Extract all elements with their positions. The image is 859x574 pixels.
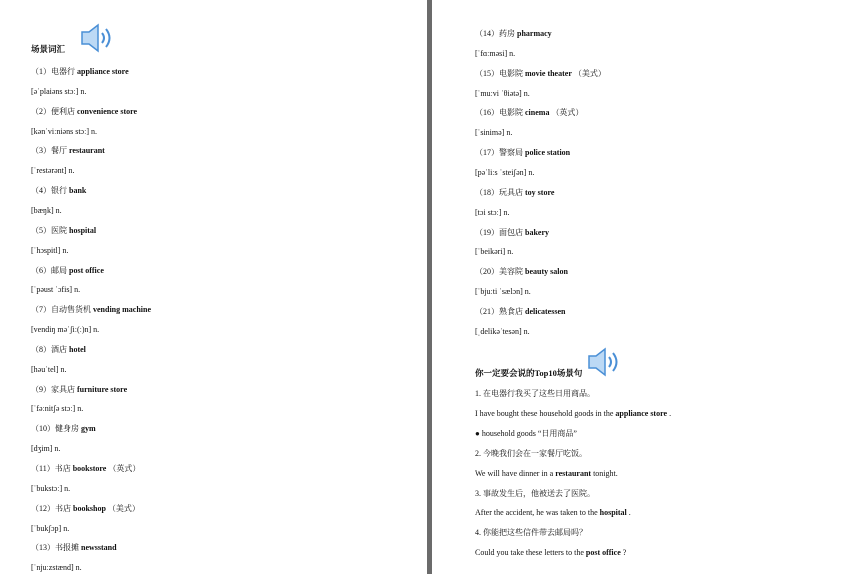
line-text: （17）警察局	[475, 148, 525, 158]
line-text: n.	[506, 128, 513, 138]
line-text: [ˈsinimə]	[475, 128, 507, 138]
vocab-line	[475, 267, 568, 277]
line-text: 4. 你能把这些信件带去邮局吗？	[475, 528, 587, 538]
line-text: （13）书报摊	[31, 543, 81, 553]
term-text: convenience store	[77, 106, 138, 116]
vocab-line	[31, 504, 140, 514]
line-text: 1. 在电器行我买了这些日用商品。	[475, 389, 595, 398]
sentence-line	[475, 449, 587, 459]
line-text: （7）自动售货机	[31, 305, 93, 315]
term-text: pharmacy	[517, 29, 552, 38]
line-text: [ˈfəːnitʃə stɔː]	[31, 404, 78, 414]
vocab-line	[475, 29, 552, 39]
speaker-icon	[79, 22, 115, 54]
term-text: police station	[525, 148, 571, 158]
line-text: n.	[509, 48, 516, 58]
line-text: （4）银行	[31, 186, 69, 196]
line-text: （21）熟食店	[475, 306, 525, 316]
vocab-line	[31, 87, 86, 97]
vocab-line	[31, 186, 86, 196]
line-text: n.	[90, 126, 97, 136]
line-text: （12）书店	[31, 503, 73, 513]
term-text: bakery	[525, 227, 549, 237]
line-text: （6）邮局	[31, 265, 69, 275]
line-text: [ˈnjuːzstænd]	[31, 563, 76, 573]
vocab-line	[31, 166, 75, 176]
line-text: n.	[523, 326, 530, 336]
vocab-line	[475, 188, 554, 198]
vocab-line	[31, 305, 151, 315]
line-text: n.	[60, 364, 67, 374]
vocab-line	[31, 563, 82, 573]
term-text: vending machine	[93, 305, 152, 315]
term-text: restaurant	[555, 468, 592, 478]
term-text: hotel	[69, 344, 86, 354]
line-text: （14）药房	[475, 29, 517, 38]
line-text: [həuˈtel]	[31, 364, 61, 374]
vocab-line	[31, 146, 105, 156]
line-text: [ˈhɔspitl]	[31, 245, 63, 255]
vocab-line	[475, 148, 570, 158]
vocab-line	[31, 424, 96, 434]
line-text: n.	[74, 285, 81, 295]
line-text: （19）面包店	[475, 227, 525, 237]
section-heading-vocabulary: 场景词汇	[31, 44, 66, 54]
line-text: （9）家具店	[31, 384, 77, 394]
vocab-line	[31, 246, 68, 256]
line-text: n.	[77, 404, 84, 414]
line-text: 3. 事故发生后，他被送去了医院。	[475, 488, 595, 498]
line-text: （10）健身房	[31, 424, 81, 434]
line-text: [ˈbukstɔː]	[31, 483, 65, 493]
section-heading-sentences: 你一定要会说的Top10场景句	[475, 368, 583, 378]
vocab-line	[475, 247, 513, 257]
line-text: （15）电影院	[475, 68, 525, 78]
line-text: [pəˈliːs ˈsteiʃən]	[475, 167, 529, 177]
vocab-line	[475, 49, 515, 59]
line-text: [ˌdelikəˈtesən]	[475, 326, 524, 336]
line-text: .	[626, 508, 631, 518]
line-text: n.	[68, 166, 75, 176]
speaker-icon	[586, 346, 622, 378]
vocab-line	[475, 327, 530, 337]
line-text: n.	[523, 88, 530, 98]
line-text: [ˈpəust ˈɔfis]	[31, 285, 75, 295]
line-text: （3）餐厅	[31, 146, 69, 156]
line-text: [ˈrestərənt]	[31, 166, 69, 176]
line-text: [bæŋk]	[31, 205, 56, 215]
sentence-line	[475, 528, 587, 538]
term-text: appliance store	[615, 408, 668, 418]
vocab-line	[31, 365, 67, 375]
line-text: n.	[524, 287, 531, 297]
line-text: n.	[80, 86, 87, 96]
term-text: appliance store	[77, 67, 129, 76]
vocab-line	[31, 345, 86, 355]
vocab-line	[31, 464, 140, 474]
line-text: （英式）	[549, 108, 584, 118]
vocab-line	[31, 543, 117, 553]
line-text: [ˈfɑːməsi]	[475, 48, 510, 58]
term-text: beauty salon	[525, 267, 568, 277]
vocab-line	[475, 168, 534, 178]
vocab-line	[31, 107, 137, 117]
vocab-line	[475, 208, 509, 218]
sentence-line	[475, 389, 595, 399]
sentence-line	[475, 469, 618, 479]
vocab-line	[31, 67, 129, 77]
line-text: n.	[528, 167, 535, 177]
vocab-line	[31, 285, 80, 295]
term-text: post office	[585, 548, 621, 558]
line-text: （5）医院	[31, 225, 69, 235]
term-text: gym	[81, 424, 96, 434]
term-text: post office	[69, 265, 104, 275]
term-text: bank	[69, 186, 87, 196]
line-text: （11）书店	[31, 464, 73, 473]
line-text: （美式）	[105, 503, 140, 513]
term-text: hospital	[599, 508, 627, 518]
line-text: [ˈbeikəri]	[475, 247, 508, 257]
line-text: （8）酒店	[31, 344, 69, 354]
line-text: [tɔi stɔː]	[475, 207, 504, 217]
line-text: （1）电器行	[31, 67, 77, 76]
line-text: n.	[64, 483, 71, 493]
left-page	[0, 0, 427, 574]
line-text: [dʒim]	[31, 444, 55, 454]
term-text: cinema	[525, 108, 550, 118]
line-text: ?	[620, 548, 627, 558]
line-text: （2）便利店	[31, 106, 77, 116]
line-text: （20）美容院	[475, 267, 525, 277]
vocab-line	[31, 404, 83, 414]
line-text: ● household goods “日用商品”	[475, 428, 577, 438]
vocab-line	[31, 266, 104, 276]
line-text: n.	[62, 245, 69, 255]
sentence-line	[475, 489, 595, 499]
sentence-line	[475, 548, 626, 558]
line-text: （英式）	[106, 464, 141, 473]
vocab-line	[31, 524, 69, 534]
vocab-line	[31, 444, 60, 454]
line-text: [ˈmuːvi ˈθiətə]	[475, 88, 524, 98]
line-text: [kənˈviːniəns stɔː]	[31, 126, 91, 136]
term-text: toy store	[525, 187, 555, 197]
term-text: movie theater	[525, 68, 572, 78]
line-text: [ˈbjuːti ˈsælɔn]	[475, 287, 525, 297]
right-page	[432, 0, 859, 574]
line-text: （18）玩具店	[475, 187, 525, 197]
vocab-line	[475, 287, 531, 297]
sentence-line	[475, 409, 671, 419]
line-text: n.	[63, 523, 70, 533]
vocab-line	[475, 228, 549, 238]
line-text: n.	[75, 563, 82, 573]
vocab-line	[31, 206, 62, 216]
vocab-line	[475, 69, 606, 79]
line-text: [əˈplaiəns stɔː]	[31, 86, 81, 96]
vocab-line	[475, 307, 565, 317]
vocab-line	[475, 108, 583, 118]
line-text: After the accident, he was taken to the	[475, 508, 600, 518]
vocab-line	[31, 385, 127, 395]
line-text: n.	[55, 205, 62, 215]
vocab-line	[31, 226, 96, 236]
term-text: delicatessen	[525, 306, 566, 316]
line-text: n.	[93, 325, 100, 335]
line-text: （16）电影院	[475, 108, 525, 118]
sentence-line	[475, 429, 577, 439]
vocab-line	[31, 127, 97, 137]
line-text: n.	[503, 207, 510, 217]
vocab-line	[475, 128, 512, 138]
line-text: 2. 今晚我们会在一家餐厅吃饭。	[475, 448, 587, 458]
term-text: bookshop	[73, 503, 106, 513]
vocab-line	[31, 325, 99, 335]
term-text: bookstore	[72, 464, 107, 473]
line-text: [ˈbukʃɔp]	[31, 523, 64, 533]
line-text: n.	[507, 247, 514, 257]
line-text: （美式）	[571, 68, 606, 78]
vocab-line	[475, 89, 530, 99]
term-text: hospital	[69, 225, 97, 235]
line-text: I have bought these household goods in the	[475, 408, 616, 418]
line-text: tonight.	[591, 468, 618, 478]
sentence-line	[475, 508, 631, 518]
term-text: newsstand	[81, 543, 117, 553]
term-text: furniture store	[77, 384, 128, 394]
vocab-line	[31, 484, 70, 494]
line-text: Could you take these letters to the	[475, 548, 586, 558]
line-text: We will have dinner in a	[475, 468, 556, 478]
term-text: restaurant	[69, 146, 105, 156]
line-text: .	[667, 408, 672, 418]
line-text: n.	[54, 444, 61, 454]
line-text: [vendiŋ məˈʃiː(ː)n]	[31, 325, 94, 335]
